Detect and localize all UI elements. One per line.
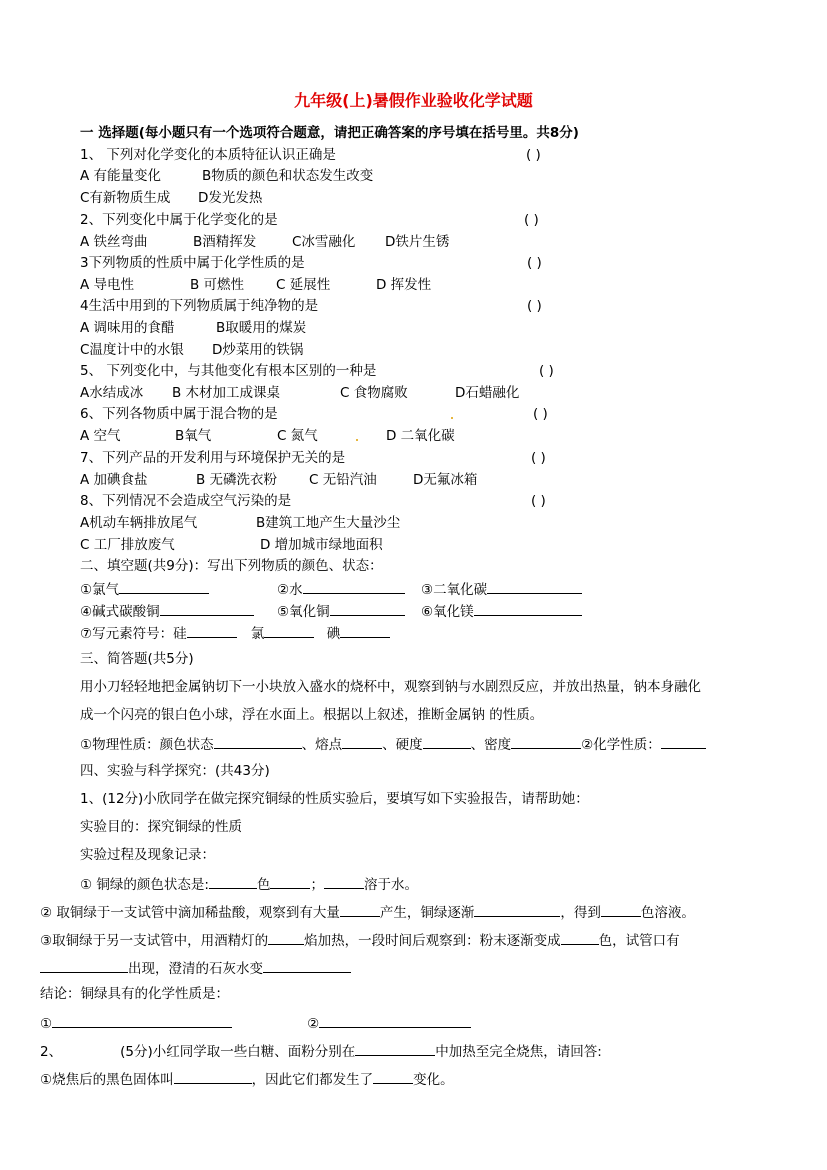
step-1-semicolon: ； [310, 877, 324, 893]
q5-answer-paren[interactable]: ( ) [539, 363, 554, 379]
q1-stem: 1、 下列对化学变化的本质特征认识正确是 [80, 147, 336, 163]
q7-option-b: B 无磷洗衣粉 [196, 472, 278, 488]
stray-dot [451, 417, 453, 419]
q2-option-c: C冰雪融化 [292, 234, 356, 250]
q3-option-d: D 挥发性 [376, 277, 432, 293]
q2-stem: 2、下列变化中属于化学变化的是 [80, 212, 278, 228]
q2-answer-paren[interactable]: ( ) [524, 212, 539, 228]
step-1-blank-2[interactable] [270, 874, 310, 889]
physical-props-label: ①物理性质：颜色状态 [80, 737, 214, 753]
hardness-blank[interactable] [423, 734, 471, 749]
step-3-text-2: 出现，澄清的石灰水变 [128, 961, 263, 977]
sec4-q2-row [40, 1041, 602, 1061]
q2-option-d: D铁片生锈 [385, 234, 450, 250]
q5-option-a: A水结成冰 [80, 385, 144, 401]
fill-co2-label: ③二氧化碳 [421, 582, 488, 598]
step-3-tail: 色，试管口有 [598, 933, 680, 949]
experiment-process: 实验过程及现象记录： [80, 847, 215, 863]
q5-option-b: B 木材加工成课桌 [172, 385, 281, 401]
conclusion-1-blank[interactable] [52, 1013, 232, 1028]
conclusion-label: 结论：铜绿具有的化学性质是： [40, 986, 229, 1002]
q2-option-a: A 铁丝弯曲 [80, 234, 148, 250]
step-2-blank-3[interactable] [601, 902, 641, 917]
sec4-q2-blank-1[interactable] [355, 1041, 435, 1056]
exam-title: 九年级(上)暑假作业验收化学试题 [294, 91, 533, 110]
fill-chlorine-label: ①氯气 [80, 582, 120, 598]
step-1-color-word: 色 [256, 877, 271, 893]
fill-cl-blank[interactable] [264, 623, 314, 638]
q6-option-d: D 二氧化碳 [386, 428, 455, 444]
conclusion-2-blank[interactable] [319, 1013, 471, 1028]
fill-water-blank[interactable] [303, 579, 405, 594]
q8-option-b: B建筑工地产生大量沙尘 [256, 515, 401, 531]
density-label: 、密度 [470, 737, 512, 753]
melting-point-blank[interactable] [342, 734, 382, 749]
chemical-props-label: ②化学性质： [581, 737, 661, 753]
conclusion-1-label: ① [40, 1016, 53, 1032]
step-2-blank-2[interactable] [474, 902, 560, 917]
q6-option-c: C 氮气 [277, 428, 318, 444]
q2-option-b: B酒精挥发 [193, 234, 257, 250]
fill-row-2 [80, 601, 254, 621]
q3-stem: 3下列物质的性质中属于化学性质的是 [80, 255, 305, 271]
q7-option-c: C 无铅汽油 [309, 472, 377, 488]
conclusion-2-label: ② [307, 1016, 320, 1032]
sec4-q1-stem: 1、(12分)小欣同学在做完探究铜绿的性质实验后，要填写如下实验报告，请帮助她： [80, 791, 589, 807]
sec4-q2-sub1 [40, 1069, 454, 1089]
stray-dot [356, 439, 358, 441]
step-3-text: 焰加热，一段时间后观察到：粉末逐渐变成 [304, 933, 561, 949]
step-3-row [40, 930, 680, 950]
step-3-blank-4[interactable] [263, 958, 351, 973]
step-2-text-2: ，得到 [560, 905, 601, 921]
step-3-label: ③取铜绿于另一支试管中，用酒精灯的 [40, 933, 269, 949]
step-3-blank-3[interactable] [40, 958, 128, 973]
sec4-q2-number: 2、 [40, 1044, 63, 1060]
q8-option-a: A机动车辆排放尾气 [80, 515, 198, 531]
q3-option-a: A 导电性 [80, 277, 135, 293]
q7-answer-paren[interactable]: ( ) [531, 450, 546, 466]
q4-option-a: A 调味用的食醋 [80, 320, 175, 336]
section-2-heading: 二、填空题(共9分)：写出下列物质的颜色、状态： [80, 558, 383, 574]
q5-option-d: D石蜡融化 [455, 385, 520, 401]
fill-cuo-label: ⑤氧化铜 [277, 604, 330, 620]
chemical-props-blank[interactable] [661, 734, 706, 749]
q8-option-d: D 增加城市绿地面积 [260, 537, 383, 553]
q4-answer-paren[interactable]: ( ) [527, 298, 542, 314]
q1-option-b: B物质的颜色和状态发生改变 [202, 168, 374, 184]
sec4-q2-sub1-text: ，因此它们都发生了 [251, 1072, 374, 1088]
hardness-label: 、硬度 [382, 737, 423, 753]
q6-option-b: B氧气 [175, 428, 212, 444]
q3-answer-paren[interactable]: ( ) [527, 255, 542, 271]
step-1-row [80, 874, 418, 894]
sec4-q2-sub1-label: ①烧焦后的黑色固体叫 [40, 1072, 174, 1088]
fill-row-1 [80, 579, 209, 599]
fill-row-2c [421, 601, 582, 621]
step-1-label: ① 铜绿的颜色状态是: [80, 877, 209, 893]
sec3-answer-row [80, 734, 706, 754]
step-1-blank-3[interactable] [324, 874, 364, 889]
step-1-blank-1[interactable] [209, 874, 257, 889]
q4-option-d: D炒菜用的铁锅 [212, 342, 304, 358]
q3-option-c: C 延展性 [276, 277, 331, 293]
sec4-q2-stem-2: 中加热至完全烧焦，请回答: [435, 1044, 602, 1060]
fill-malachite-blank[interactable] [160, 601, 254, 616]
fill-i-blank[interactable] [340, 623, 390, 638]
step-1-tail: 溶于水。 [363, 877, 418, 893]
fill-i-label: 碘 [326, 626, 341, 642]
q6-answer-paren[interactable]: ( ) [533, 406, 548, 422]
color-state-blank[interactable] [214, 734, 302, 749]
fill-malachite-label: ④碱式碳酸铜 [80, 604, 160, 620]
fill-co2-blank[interactable] [487, 579, 582, 594]
step-2-tail: 色溶液。 [640, 905, 695, 921]
fill-si-label: ⑦写元素符号：硅 [80, 626, 187, 642]
step-2-text: 产生，铜绿逐渐 [379, 905, 475, 921]
experiment-purpose: 实验目的：探究铜绿的性质 [80, 819, 242, 835]
q5-option-c: C 食物腐败 [340, 385, 408, 401]
fill-row-1c [421, 579, 582, 599]
sec4-q2-stem: (5分)小红同学取一些白糖、面粉分别在 [120, 1044, 356, 1060]
q7-option-a: A 加碘食盐 [80, 472, 148, 488]
fill-water-label: ②水 [277, 582, 303, 598]
fill-row-1b [277, 579, 405, 599]
sec3-paragraph-2: 成一个闪亮的银白色小球，浮在水面上。根据以上叙述，推断金属钠 的性质。 [80, 707, 544, 723]
step-3-row-2 [40, 958, 351, 978]
density-blank[interactable] [511, 734, 581, 749]
sec3-paragraph-1: 用小刀轻轻地把金属钠切下一小块放入盛水的烧杯中，观察到钠与水剧烈反应，并放出热量，钠本身融化 [80, 679, 701, 695]
step-3-blank-1[interactable] [268, 930, 304, 945]
fill-row-2b [277, 601, 405, 621]
q8-answer-paren[interactable]: ( ) [531, 493, 546, 509]
fill-cl-label: 氯 [250, 626, 265, 642]
fill-chlorine-blank[interactable] [119, 579, 209, 594]
sec4-q2-sub1-tail: 变化。 [413, 1072, 454, 1088]
q4-option-b: B取暖用的煤炭 [216, 320, 307, 336]
section-1-heading: 一 选择题(每小题只有一个选项符合题意，请把正确答案的序号填在括号里。共8分) [80, 125, 579, 141]
q1-answer-paren[interactable]: ( ) [526, 147, 541, 163]
q4-stem: 4生活中用到的下列物质属于纯净物的是 [80, 298, 319, 314]
step-2-blank-1[interactable] [340, 902, 380, 917]
q7-stem: 7、下列产品的开发利用与环境保护无关的是 [80, 450, 346, 466]
section-3-heading: 三、简答题(共5分) [80, 651, 194, 667]
fill-mgo-blank[interactable] [474, 601, 582, 616]
sec4-q2-blank-2[interactable] [174, 1069, 252, 1084]
q8-stem: 8、下列情况不会造成空气污染的是 [80, 493, 292, 509]
q6-option-a: A 空气 [80, 428, 121, 444]
fill-row-3 [80, 623, 390, 643]
q3-option-b: B 可燃性 [190, 277, 245, 293]
q7-option-d: D无氟冰箱 [413, 472, 478, 488]
q1-option-a: A 有能量变化 [80, 168, 162, 184]
section-4-heading: 四、实验与科学探究：(共43分) [80, 763, 270, 779]
q4-option-c: C温度计中的水银 [80, 342, 184, 358]
q1-option-d: D发光发热 [198, 190, 263, 206]
q1-option-c: C有新物质生成 [80, 190, 171, 206]
step-2-row [40, 902, 695, 922]
q8-option-c: C 工厂排放废气 [80, 537, 175, 553]
fill-cuo-blank[interactable] [330, 601, 405, 616]
q6-stem: 6、下列各物质中属于混合物的是 [80, 406, 278, 422]
q5-stem: 5、 下列变化中，与其他变化有根本区别的一种是 [80, 363, 377, 379]
sec4-q2-blank-3[interactable] [373, 1069, 413, 1084]
fill-mgo-label: ⑥氧化镁 [421, 604, 474, 620]
step-3-blank-2[interactable] [561, 930, 599, 945]
conclusion-row [40, 1013, 471, 1033]
step-2-label: ② 取铜绿于一支试管中滴加稀盐酸，观察到有大量 [40, 905, 340, 921]
melting-point-label: 、熔点 [301, 737, 343, 753]
fill-si-blank[interactable] [187, 623, 237, 638]
